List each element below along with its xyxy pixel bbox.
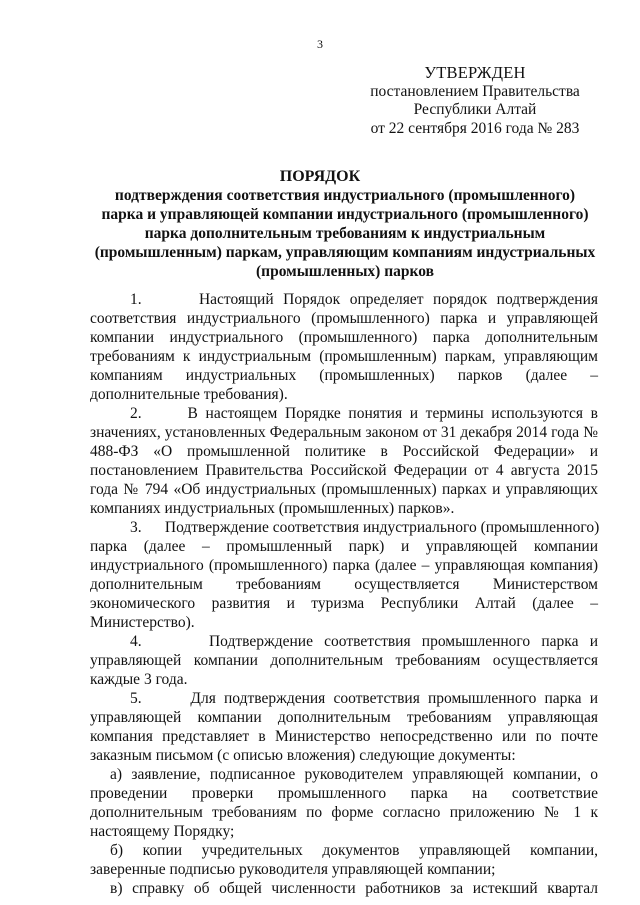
approval-line-1: постановлением Правительства (370, 82, 580, 100)
subtitle-line: подтверждения соответствия индустриального (промышленного) (114, 187, 576, 204)
body-line: управляющей компании дополнительным требованиям управляющая (90, 709, 598, 726)
body-line: Министерство). (90, 614, 195, 631)
body-line: каждые 3 года. (90, 671, 188, 688)
body-line: настоящему Порядку; (90, 823, 235, 840)
body-line: заказным письмом (с описью вложения) следующие документы: (90, 747, 516, 764)
body-line: компаниям индустриальных (промышленных) парков (далее – (90, 367, 598, 384)
body-line: экономического развития и туризма Республики Алтай (далее – (90, 595, 598, 612)
body-line: постановлением Правительства Российской Федерации от 4 августа 2015 (90, 462, 598, 479)
body-line: 3. Подтверждение соответствия индустриального (промышленного) (130, 519, 600, 536)
document-subtitle (90, 186, 600, 281)
body-line: компаниях индустриальных (промышленных) парков». (90, 500, 455, 517)
body-line: б) копии учредительных документов управляющей компании, (110, 842, 598, 859)
body-line: 4. Подтверждение соответствия промышленного парка и (130, 633, 598, 650)
body-line: а) заявление, подписанное руководителем управляющей компании, о (110, 766, 598, 783)
body-line: 488-ФЗ «О промышленной политике в Российской Федерации» и (90, 443, 598, 460)
subtitle-line: парка и управляющей компании индустриального (промышленного) (101, 206, 589, 223)
approval-line-2: Республики Алтай (413, 101, 537, 118)
body-line: 2. В настоящем Порядке понятия и термины используются в (130, 405, 598, 422)
body-line: дополнительным требованиям по форме согласно приложению № 1 к (90, 804, 598, 821)
approval-heading: УТВЕРЖДЕН (424, 63, 526, 82)
body-line: 5. Для подтверждения соответствия промышленного парка и (130, 690, 598, 707)
subtitle-line: парка дополнительным требованиям к индустриальным (144, 225, 546, 242)
body-line: дополнительным требованиям осуществляется Министерством (90, 576, 598, 593)
document-title: ПОРЯДОК (279, 168, 361, 185)
body-line: соответствия индустриального (промышленного) парка и управляющей (90, 310, 598, 327)
body-line: компания представляет в Министерство непосредственно или по почте (90, 728, 598, 745)
body-line: индустриального (промышленного) парка (далее – управляющая компания) (90, 557, 598, 574)
body-line: значениях, установленных Федеральным законом от 31 декабря 2014 года № (90, 424, 598, 441)
body-line: компании индустриального (промышленного) парка дополнительным (90, 329, 598, 346)
approval-block (360, 64, 590, 138)
body-line: заверенные подписью руководителя управляющей компании; (90, 861, 496, 878)
body-line: требованиям к индустриальным (промышленным) паркам, управляющим (90, 348, 598, 365)
subtitle-line: (промышленным) паркам, управляющим компаниям индустриальных (94, 244, 596, 261)
page-number: 3 (317, 37, 323, 51)
body-line: в) справку об общей численности работников за истекший квартал (110, 880, 598, 897)
body-line: управляющей компании дополнительным требованиям осуществляется (90, 652, 598, 669)
body-line: дополнительные требования). (90, 386, 288, 403)
body-line: парка (далее – промышленный парк) и управляющей компании (90, 538, 598, 555)
body-line: проведении проверки промышленного парка на соответствие (90, 785, 598, 802)
body-line: 1. Настоящий Порядок определяет порядок подтверждения (130, 291, 598, 308)
subtitle-line: (промышленных) парков (255, 263, 434, 280)
approval-line-3: от 22 сентября 2016 года № 283 (370, 119, 580, 137)
body-line: года № 794 «Об индустриальных (промышленных) парках и управляющих (90, 481, 598, 498)
